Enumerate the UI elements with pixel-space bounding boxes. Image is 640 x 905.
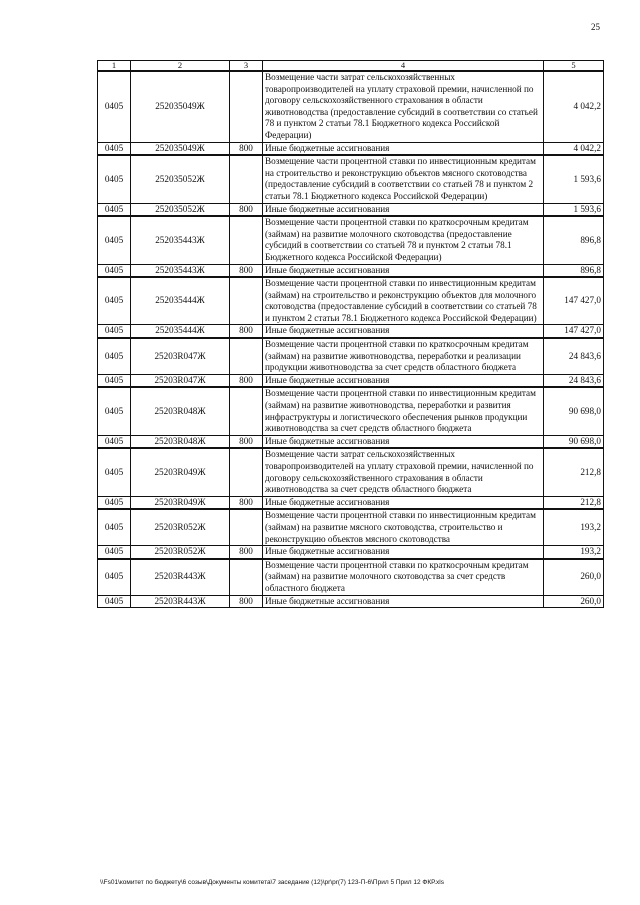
target-article-cell: 25203R047Ж [131,374,230,387]
amount-cell: 90 698,0 [544,387,604,435]
section-code-cell: 0405 [98,264,131,277]
target-article-cell: 25203R052Ж [131,546,230,559]
budget-table [97,60,604,608]
table-row-assignment [98,325,604,338]
section-code-cell: 0405 [98,216,131,264]
target-article-cell: 252035444Ж [131,325,230,338]
amount-cell: 90 698,0 [544,435,604,448]
column-header-4: 4 [263,61,544,72]
expense-type-cell: 800 [230,203,263,216]
section-code-cell: 0405 [98,142,131,155]
target-article-cell: 25203R443Ж [131,595,230,608]
table-row-measure [98,338,604,374]
expense-type-cell [230,277,263,325]
target-article-cell: 252035443Ж [131,216,230,264]
amount-cell: 896,8 [544,216,604,264]
table-row-measure [98,387,604,435]
description-cell: Возмещение части процентной ставки по краткосрочным кредитам (займам) на развитие животноводства, переработки и реализации продукции животноводства за счет средств областного бюджета [263,338,544,374]
section-code-cell: 0405 [98,71,131,142]
description-cell: Возмещение части процентной ставки по инвестиционным кредитам (займам) на развитие животноводства, переработки и развития инфраструктуры и логистического обеспечения рынков продукции животноводства за счет средств областного бюджета [263,387,544,435]
section-code-cell: 0405 [98,546,131,559]
amount-cell: 212,8 [544,448,604,496]
description-cell: Иные бюджетные ассигнования [263,546,544,559]
target-article-cell: 252035052Ж [131,203,230,216]
expense-type-cell [230,155,263,203]
page-number: 25 [591,22,600,32]
expense-type-cell: 800 [230,142,263,155]
table-row-assignment [98,435,604,448]
expense-type-cell: 800 [230,595,263,608]
expense-type-cell [230,509,263,545]
table-row-assignment [98,264,604,277]
description-cell: Возмещение части процентной ставки по инвестиционным кредитам на строительство и реконструкцию объектов мясного скотоводства (предоставление субсидий в соответствии со статьей 78 и пунктом 2 статьи 78.1 Бюджетного кодекса Российской Федерации) [263,155,544,203]
table-row-measure [98,509,604,545]
table-row-measure [98,216,604,264]
expense-type-cell: 800 [230,325,263,338]
column-header-2: 2 [131,61,230,72]
amount-cell: 147 427,0 [544,277,604,325]
amount-cell: 1 593,6 [544,203,604,216]
target-article-cell: 25203R052Ж [131,509,230,545]
expense-type-cell [230,448,263,496]
section-code-cell: 0405 [98,374,131,387]
table-body [98,71,604,608]
amount-cell: 4 042,2 [544,71,604,142]
amount-cell: 1 593,6 [544,155,604,203]
table-row-measure [98,155,604,203]
expense-type-cell: 800 [230,264,263,277]
amount-cell: 4 042,2 [544,142,604,155]
expense-type-cell: 800 [230,374,263,387]
amount-cell: 147 427,0 [544,325,604,338]
column-header-1: 1 [98,61,131,72]
target-article-cell: 252035049Ж [131,142,230,155]
expense-type-cell [230,216,263,264]
amount-cell: 193,2 [544,546,604,559]
description-cell: Иные бюджетные ассигнования [263,203,544,216]
amount-cell: 212,8 [544,496,604,509]
section-code-cell: 0405 [98,338,131,374]
table-row-assignment [98,142,604,155]
description-cell: Возмещение части процентной ставки по инвестиционным кредитам (займам) на развитие мясного скотоводства, строительство и реконструкцию объектов мясного скотоводства [263,509,544,545]
target-article-cell: 252035052Ж [131,155,230,203]
target-article-cell: 25203R049Ж [131,448,230,496]
description-cell: Возмещение части процентной ставки по краткосрочным кредитам (займам) на развитие молочного скотоводства (предоставление субсидий в соответствии со статьей 78 и пунктом 2 статьи 78.1 Бюджетного кодекса Российской Федерации) [263,216,544,264]
target-article-cell: 252035443Ж [131,264,230,277]
description-cell: Возмещение части затрат сельскохозяйственных товаропроизводителей на уплату страховой премии, начисленной по договору сельскохозяйственного страхования в области животноводства за счет средств областного бюджета [263,448,544,496]
section-code-cell: 0405 [98,387,131,435]
amount-cell: 260,0 [544,595,604,608]
section-code-cell: 0405 [98,509,131,545]
expense-type-cell [230,387,263,435]
amount-cell: 260,0 [544,559,604,595]
section-code-cell: 0405 [98,277,131,325]
table-row-assignment [98,203,604,216]
column-header-5: 5 [544,61,604,72]
target-article-cell: 25203R049Ж [131,496,230,509]
description-cell: Иные бюджетные ассигнования [263,264,544,277]
expense-type-cell [230,338,263,374]
description-cell: Иные бюджетные ассигнования [263,325,544,338]
section-code-cell: 0405 [98,448,131,496]
section-code-cell: 0405 [98,435,131,448]
section-code-cell: 0405 [98,203,131,216]
target-article-cell: 25203R048Ж [131,435,230,448]
description-cell: Возмещение части процентной ставки по краткосрочным кредитам (займам) на развитие молочного скотоводства за счет средств областного бюджета [263,559,544,595]
table-header-row [98,61,604,72]
expense-type-cell: 800 [230,435,263,448]
table-row-measure [98,277,604,325]
table-row-measure [98,448,604,496]
table-row-assignment [98,595,604,608]
table-row-measure [98,559,604,595]
table-row-assignment [98,496,604,509]
table-row-assignment [98,374,604,387]
amount-cell: 193,2 [544,509,604,545]
target-article-cell: 252035444Ж [131,277,230,325]
column-header-3: 3 [230,61,263,72]
description-cell: Иные бюджетные ассигнования [263,496,544,509]
target-article-cell: 25203R048Ж [131,387,230,435]
section-code-cell: 0405 [98,595,131,608]
table-row-measure [98,71,604,142]
target-article-cell: 25203R443Ж [131,559,230,595]
target-article-cell: 252035049Ж [131,71,230,142]
file-path-footer: \\Fs01\комитет по бюджету\6 созыв\Документы комитета\7 заседание (12)\pr\pr(7) 123-П-6\Прил 5 Прил 12 ФКР.xls [100,879,445,886]
amount-cell: 896,8 [544,264,604,277]
expense-type-cell [230,71,263,142]
section-code-cell: 0405 [98,496,131,509]
expense-type-cell: 800 [230,546,263,559]
expense-type-cell [230,559,263,595]
description-cell: Возмещение части процентной ставки по инвестиционным кредитам (займам) на строительство и реконструкцию объектов для молочного скотоводства (предоставление субсидий в соответствии со статьей 78 и пунктом 2 статьи 78.1 Бюджетного кодекса Российской Федерации) [263,277,544,325]
section-code-cell: 0405 [98,155,131,203]
section-code-cell: 0405 [98,325,131,338]
target-article-cell: 25203R047Ж [131,338,230,374]
amount-cell: 24 843,6 [544,338,604,374]
description-cell: Иные бюджетные ассигнования [263,142,544,155]
section-code-cell: 0405 [98,559,131,595]
description-cell: Иные бюджетные ассигнования [263,595,544,608]
table-row-assignment [98,546,604,559]
amount-cell: 24 843,6 [544,374,604,387]
expense-type-cell: 800 [230,496,263,509]
description-cell: Возмещение части затрат сельскохозяйственных товаропроизводителей на уплату страховой премии, начисленной по договору сельскохозяйственного страхования в области животноводства (предоставление субсидий в соответствии со статьей 78 и пунктом 2 статьи 78.1 Бюджетного кодекса Российской Федерации) [263,71,544,142]
description-cell: Иные бюджетные ассигнования [263,374,544,387]
description-cell: Иные бюджетные ассигнования [263,435,544,448]
